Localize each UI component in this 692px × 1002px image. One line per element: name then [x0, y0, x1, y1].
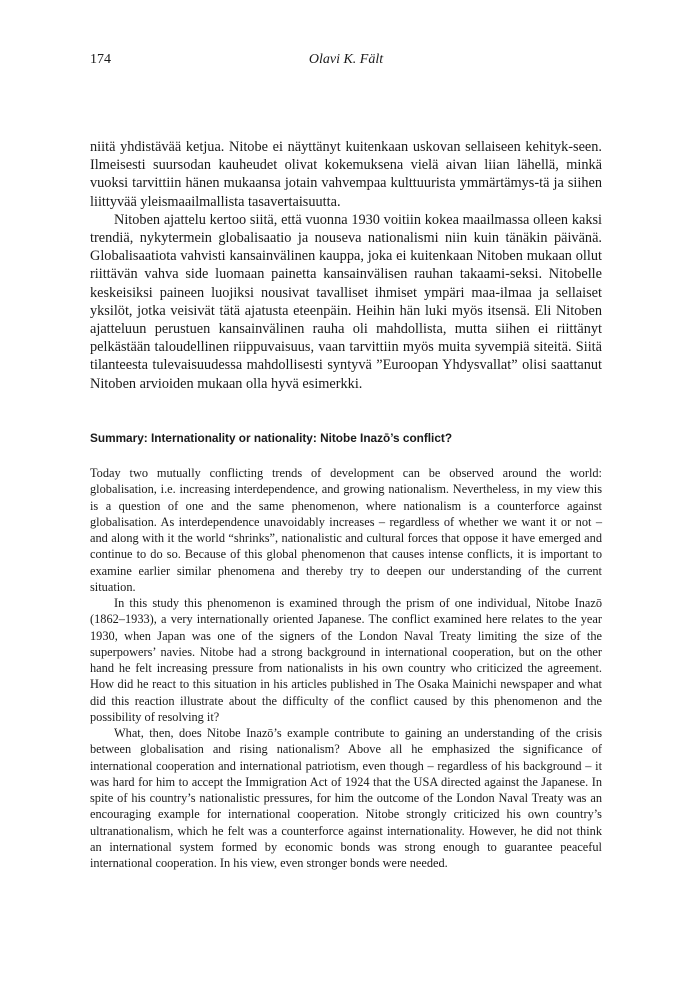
summary-paragraph: Today two mutually conflicting trends of development can be observed around the world: globalisation, i.e. increasing interdependence, and growing nationalism. Nevertheless, in my view this is a question of one and the same phenomenon, where nationalism is a counterforce against globalisation. As interdependence unavoidably increases – regardless of whether we want it or not – and along with it the world “shrinks”, nationalistic and cultural forces that oppose it have emerged and continue to do so. Because of this global phenomenon that causes intense conflicts, it is important to examine earlier similar phenomena and thereby try to deepen our understanding of the current situation.: [90, 466, 602, 594]
page-number: 174: [90, 52, 111, 67]
finnish-paragraph: niitä yhdistävää ketjua. Nitobe ei näyttänyt kuitenkaan uskovan sellaiseen kehityk-seen. Ilmeisesti suursodan kauheudet olivat kokemuksena vielä aivan liian lähellä, minkä vuoksi tarvittiin hänen mukaansa jotain vahvempaa kulttuurista ymmärtämys-tä ja siihen liittyvää yleismaailmallista tasavertaisuutta.: [90, 139, 602, 210]
page-header: [90, 52, 602, 72]
running-head-author: Olavi K. Fält: [308, 52, 384, 67]
summary-paragraph: What, then, does Nitobe Inazō’s example contribute to gaining an understanding of the crisis between globalisation and rising nationalism? Above all he emphasized the significance of international cooperation and international patriotism, even though – regardless of his background – it was hard for him to accept the Immigration Act of 1924 that the USA directed against the Japanese. In spite of his country’s nationalistic pressures, for him the outcome of the London Naval Treaty was an encouraging example for international cooperation. Nitobe strongly criticized his own country’s ultranationalism, which he felt was a counterforce against internationality. However, he did not think an international system formed by economic bonds was strong enough to guarantee peaceful international cooperation. In his view, even stronger bonds were needed.: [90, 726, 602, 870]
finnish-text-block: [90, 138, 602, 393]
summary-text-block: [90, 465, 602, 871]
summary-heading: Summary: Internationality or nationality: Nitobe Inazō’s conflict?: [90, 431, 453, 445]
summary-paragraph: In this study this phenomenon is examined through the prism of one individual, Nitobe Inazō (1862–1933), a very internationally oriented Japanese. The conflict examined here relates to the year 1930, when Japan was one of the signers of the London Naval Treaty limiting the size of the superpowers’ navies. Nitobe had a strong background in international cooperation, but on the other hand he felt increasing pressure from nationalists in his own country who criticized the agreement. How did he react to this situation in his articles published in The Osaka Mainichi newspaper and what did this reaction illustrate about the difficulty of the conflict caused by this phenomenon and the possibility of resolving it?: [90, 596, 602, 724]
finnish-paragraph: Nitoben ajattelu kertoo siitä, että vuonna 1930 voitiin kokea maailmassa olleen kaksi trendiä, nykytermein globalisaatio ja nouseva nationalismi niin kuin tänäkin päivänä. Globalisaatiota vahvisti kansainvälinen kauppa, joka ei kuitenkaan Nitoben mukaan ollut riittävän vahva side luomaan painetta kansainvälisen rauhan takaami-seksi. Nitobelle keskeisiksi paineen luojiksi nousivat tavalliset ihmiset ympäri maa-ilmaa ja sellaiset yksilöt, jotka veisivät tätä ajatusta eteenpäin. Heihin hän luki myös itsensä. Eli Nitoben ajatteluun perustuen kansainvälinen rauha oli mahdollista, mutta siihen ei riittänyt pelkästään taloudellinen riippuvaisuus, vaan tarvittiin myös muita syvempiä siteitä. Siitä tilanteesta tulevaisuudessa mahdollisesti syntyvä ”Euroopan Yhdysvallat” olisi saattanut Nitoben arvioiden mukaan olla hyvä esimerkki.: [90, 211, 602, 392]
